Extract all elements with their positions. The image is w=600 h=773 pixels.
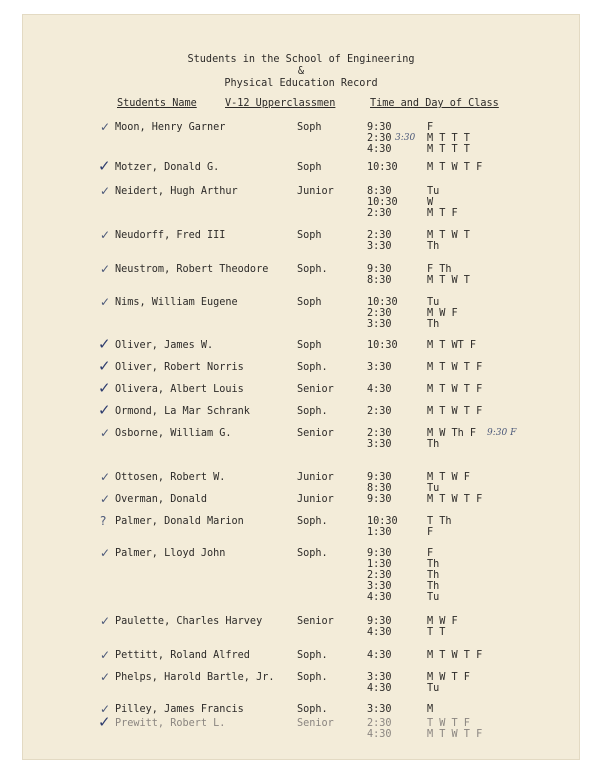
class-time: 9:30 bbox=[367, 616, 392, 627]
student-name: Overman, Donald bbox=[115, 494, 208, 505]
student-name: Neustrom, Robert Theodore bbox=[115, 264, 269, 275]
check-mark-icon: ✓ bbox=[100, 702, 111, 716]
check-mark-icon: ✓ bbox=[100, 120, 111, 134]
check-mark-icon: ✓ bbox=[98, 157, 111, 175]
class-time: 10:30 bbox=[367, 516, 398, 527]
class-time: 9:30 bbox=[367, 494, 392, 505]
class-time: 3:30 bbox=[367, 319, 392, 330]
class-days: M T T T bbox=[427, 144, 470, 155]
student-name: Oliver, Robert Norris bbox=[115, 362, 244, 373]
class-days: Th bbox=[427, 241, 440, 252]
student-year: Soph bbox=[297, 230, 322, 241]
class-days: M T W T F bbox=[427, 406, 483, 417]
class-time: 2:30 bbox=[367, 570, 392, 581]
student-name: Nims, William Eugene bbox=[115, 297, 238, 308]
class-time: 10:30 bbox=[367, 340, 398, 351]
class-time: 3:30 bbox=[367, 241, 392, 252]
student-year: Senior bbox=[297, 384, 334, 395]
class-days: M T W T F bbox=[427, 162, 483, 173]
student-year: Junior bbox=[297, 186, 334, 197]
check-mark-icon: ✓ bbox=[98, 379, 111, 397]
class-time: 4:30 bbox=[367, 627, 392, 638]
class-time: 3:30 bbox=[367, 704, 392, 715]
class-time: 2:30 bbox=[367, 133, 392, 144]
class-days: F bbox=[427, 527, 434, 538]
class-time: 4:30 bbox=[367, 592, 392, 603]
student-year: Soph bbox=[297, 297, 322, 308]
student-name: Phelps, Harold Bartle, Jr. bbox=[115, 672, 275, 683]
class-time: 2:30 bbox=[367, 308, 392, 319]
class-time: 3:30 bbox=[367, 581, 392, 592]
class-days: Tu bbox=[427, 483, 440, 494]
class-days: T W T F bbox=[427, 718, 470, 729]
class-time: 4:30 bbox=[367, 650, 392, 661]
header-time-day: Time and Day of Class bbox=[370, 98, 499, 109]
class-time: 1:30 bbox=[367, 559, 392, 570]
class-time: 2:30 bbox=[367, 208, 392, 219]
student-year: Soph bbox=[297, 122, 322, 133]
class-time: 4:30 bbox=[367, 729, 392, 740]
student-name: Osborne, William G. bbox=[115, 428, 232, 439]
class-days: M T W T bbox=[427, 275, 470, 286]
class-time: 8:30 bbox=[367, 186, 392, 197]
class-days: M T T T bbox=[427, 133, 470, 144]
class-days: F Th bbox=[427, 264, 452, 275]
student-year: Junior bbox=[297, 472, 334, 483]
student-year: Soph. bbox=[297, 672, 328, 683]
class-time: 2:30 bbox=[367, 428, 392, 439]
class-days: M T W F bbox=[427, 472, 470, 483]
class-time: 10:30 bbox=[367, 197, 398, 208]
header-students-name: Students Name bbox=[117, 98, 197, 109]
class-days: M T W T F bbox=[427, 494, 483, 505]
class-days: T T bbox=[427, 627, 446, 638]
class-time: 2:30 bbox=[367, 406, 392, 417]
student-year: Soph. bbox=[297, 548, 328, 559]
class-days: M T W T F bbox=[427, 650, 483, 661]
student-name: Pilley, James Francis bbox=[115, 704, 244, 715]
student-name: Olivera, Albert Louis bbox=[115, 384, 244, 395]
class-time: 9:30 bbox=[367, 264, 392, 275]
class-days: Tu bbox=[427, 592, 440, 603]
student-year: Soph bbox=[297, 340, 322, 351]
student-name: Palmer, Donald Marion bbox=[115, 516, 244, 527]
student-year: Soph. bbox=[297, 516, 328, 527]
student-name: Paulette, Charles Harvey bbox=[115, 616, 263, 627]
class-days: Th bbox=[427, 439, 440, 450]
header-group: V-12 Upperclassmen bbox=[225, 98, 336, 109]
class-time: 9:30 bbox=[367, 122, 392, 133]
class-time: 10:30 bbox=[367, 162, 398, 173]
class-time: 8:30 bbox=[367, 483, 392, 494]
class-days: Tu bbox=[427, 683, 440, 694]
class-days: M T W T F bbox=[427, 362, 483, 373]
class-time: 1:30 bbox=[367, 527, 392, 538]
class-time: 2:30 bbox=[367, 718, 392, 729]
student-name: Neidert, Hugh Arthur bbox=[115, 186, 238, 197]
class-days: Tu bbox=[427, 297, 440, 308]
handwritten-note: 9:30 F bbox=[487, 428, 517, 438]
student-year: Soph. bbox=[297, 406, 328, 417]
check-mark-icon: ✓ bbox=[98, 357, 111, 375]
class-days: M W T F bbox=[427, 672, 470, 683]
check-mark-icon: ✓ bbox=[100, 648, 111, 662]
check-mark-icon: ✓ bbox=[98, 401, 111, 419]
student-year: Soph. bbox=[297, 264, 328, 275]
title-line-1: Students in the School of Engineering bbox=[187, 54, 415, 65]
class-days: Th bbox=[427, 570, 440, 581]
student-year: Soph. bbox=[297, 704, 328, 715]
class-days: T Th bbox=[427, 516, 452, 527]
student-name: Prewitt, Robert L. bbox=[115, 718, 226, 729]
class-days: M T W T bbox=[427, 230, 470, 241]
class-days: Th bbox=[427, 319, 440, 330]
title-line-2: & bbox=[297, 66, 305, 77]
document-page bbox=[22, 14, 580, 760]
class-days: W bbox=[427, 197, 434, 208]
handwritten-note: 3:30 bbox=[395, 133, 416, 143]
check-mark-icon: ✓ bbox=[100, 492, 111, 506]
class-days: M W F bbox=[427, 616, 458, 627]
student-year: Soph. bbox=[297, 650, 328, 661]
class-days: F bbox=[427, 122, 434, 133]
class-days: Th bbox=[427, 581, 440, 592]
check-mark-icon: ✓ bbox=[100, 228, 111, 242]
check-mark-icon: ✓ bbox=[100, 670, 111, 684]
student-name: Palmer, Lloyd John bbox=[115, 548, 226, 559]
class-time: 2:30 bbox=[367, 230, 392, 241]
class-time: 3:30 bbox=[367, 672, 392, 683]
student-name: Ottosen, Robert W. bbox=[115, 472, 226, 483]
student-name: Pettitt, Roland Alfred bbox=[115, 650, 250, 661]
check-mark-icon: ✓ bbox=[100, 184, 111, 198]
student-year: Soph bbox=[297, 162, 322, 173]
student-name: Ormond, La Mar Schrank bbox=[115, 406, 250, 417]
check-mark-icon: ✓ bbox=[100, 546, 111, 560]
student-year: Soph. bbox=[297, 362, 328, 373]
class-days: M T W T F bbox=[427, 729, 483, 740]
class-days: M T WT F bbox=[427, 340, 477, 351]
check-mark-icon: ✓ bbox=[100, 470, 111, 484]
check-mark-icon: ✓ bbox=[100, 614, 111, 628]
class-days: M T F bbox=[427, 208, 458, 219]
class-days: M W F bbox=[427, 308, 458, 319]
class-time: 10:30 bbox=[367, 297, 398, 308]
class-time: 9:30 bbox=[367, 548, 392, 559]
check-mark-icon: ✓ bbox=[100, 295, 111, 309]
student-name: Oliver, James W. bbox=[115, 340, 214, 351]
class-days: M W Th F bbox=[427, 428, 477, 439]
student-year: Senior bbox=[297, 718, 334, 729]
class-time: 4:30 bbox=[367, 683, 392, 694]
class-time: 4:30 bbox=[367, 384, 392, 395]
class-time: 3:30 bbox=[367, 439, 392, 450]
student-name: Moon, Henry Garner bbox=[115, 122, 226, 133]
check-mark-icon: ? bbox=[100, 514, 107, 528]
class-days: M bbox=[427, 704, 434, 715]
student-year: Senior bbox=[297, 616, 334, 627]
student-name: Motzer, Donald G. bbox=[115, 162, 220, 173]
check-mark-icon: ✓ bbox=[100, 262, 111, 276]
class-time: 4:30 bbox=[367, 144, 392, 155]
class-days: Tu bbox=[427, 186, 440, 197]
title-line-3: Physical Education Record bbox=[224, 78, 378, 89]
class-time: 8:30 bbox=[367, 275, 392, 286]
student-year: Senior bbox=[297, 428, 334, 439]
student-name: Neudorff, Fred III bbox=[115, 230, 226, 241]
student-year: Junior bbox=[297, 494, 334, 505]
class-days: M T W T F bbox=[427, 384, 483, 395]
check-mark-icon: ✓ bbox=[98, 335, 111, 353]
class-time: 3:30 bbox=[367, 362, 392, 373]
check-mark-icon: ✓ bbox=[98, 713, 111, 731]
check-mark-icon: ✓ bbox=[100, 426, 111, 440]
class-time: 9:30 bbox=[367, 472, 392, 483]
class-days: Th bbox=[427, 559, 440, 570]
class-days: F bbox=[427, 548, 434, 559]
